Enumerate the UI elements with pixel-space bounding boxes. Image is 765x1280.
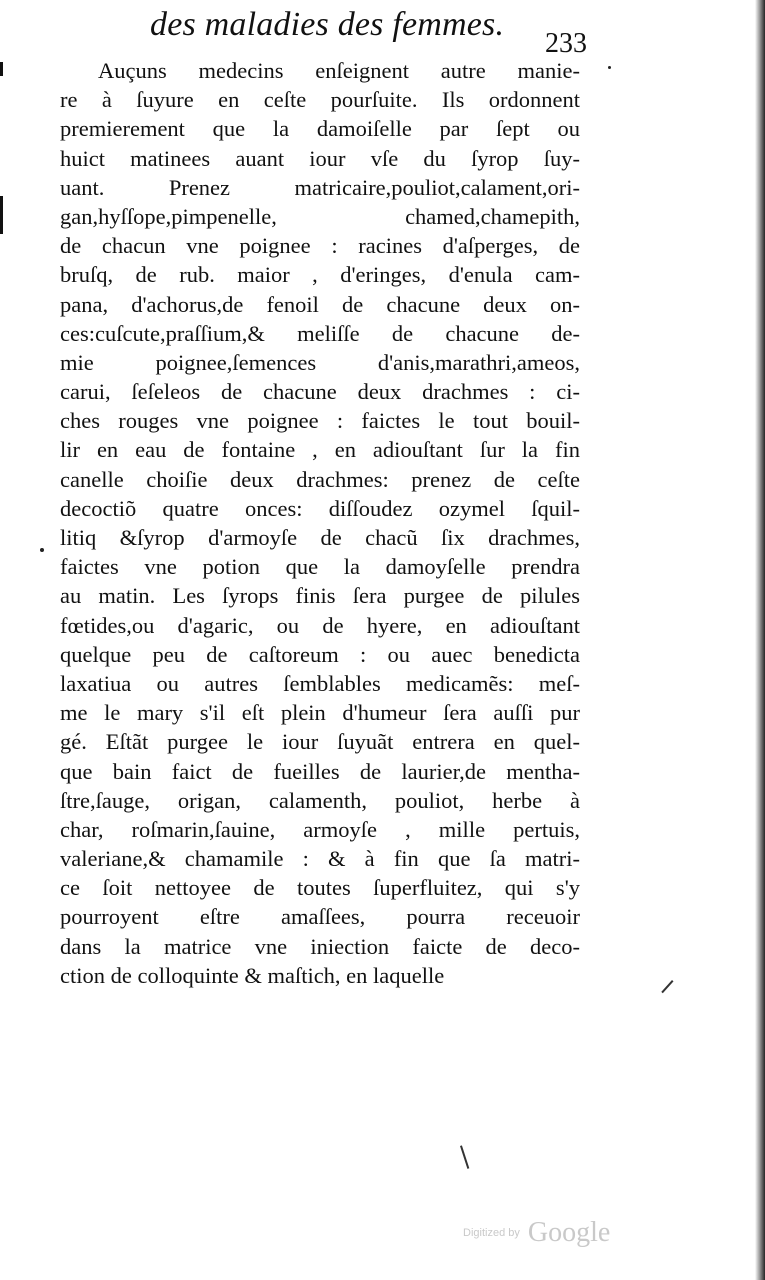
digitization-watermark	[463, 1217, 610, 1249]
text-line: ce ſoit nettoyee de toutes ſuperfluitez, qui s'y	[60, 875, 580, 901]
watermark-brand: Google	[527, 1217, 611, 1248]
text-line: gan,hyſſope,pimpenelle, chamed,chamepith,	[60, 203, 580, 229]
stray-mark	[661, 980, 673, 993]
text-line: litiq &ſyrop d'armoyſe de chacũ ſix drachmes,	[60, 525, 580, 550]
text-line: laxatiua ou autres ſemblables medicamẽs: meſ-	[60, 670, 580, 696]
text-line: uant. Prenez matricaire,pouliot,calament,ori-	[60, 174, 580, 200]
running-head: des maladies des femmes.	[150, 6, 505, 43]
text-line: decoctiõ quatre onces: diſſoudez ozymel ſquil-	[60, 495, 580, 521]
text-line: ches rouges vne poignee : faictes le tout bouil-	[60, 408, 580, 434]
text-line: canelle choiſie deux drachmes: prenez de ceſte	[60, 466, 580, 492]
text-line: dans la matrice vne iniection faicte de deco-	[60, 933, 580, 959]
page-number: 233	[545, 28, 587, 59]
text-line: huict matinees auant iour vſe du ſyrop ſuy-	[60, 145, 580, 171]
text-line: re à ſuyure en ceſte pourſuite. Ils ordonnent	[60, 87, 580, 113]
text-line: pourroyent eſtre amaſſees, pourra receuoir	[60, 904, 580, 930]
text-line: me le mary s'il eſt plein d'humeur ſera auſſi pur	[60, 700, 580, 726]
text-line: ction de colloquinte & maſtich, en laquelle	[60, 962, 445, 988]
text-line: que bain faict de fueilles de laurier,de mentha-	[60, 758, 580, 784]
text-line: gé. Eſtãt purgee le iour ſuyuãt entrera en quel-	[60, 729, 580, 755]
text-line: valeriane,& chamamile : & à fin que ſa matri-	[60, 846, 580, 872]
body-text	[60, 56, 580, 990]
left-edge-mark	[0, 196, 3, 234]
text-line: de chacun vne poignee : racines d'aſperges, de	[60, 233, 580, 259]
text-line: pana, d'achorus,de fenoil de chacune deux on-	[60, 291, 580, 317]
text-line: quelque peu de caſtoreum : ou auec benedicta	[60, 641, 580, 667]
text-line: ſtre,ſauge, origan, calamenth, pouliot, herbe à	[60, 787, 580, 813]
text-line: ces:cuſcute,praſſium,& meliſſe de chacune de-	[60, 320, 580, 346]
text-line: au matin. Les ſyrops finis ſera purgee de pilules	[60, 583, 580, 609]
page-header	[150, 6, 620, 59]
text-line: Auçuns medecins enſeignent autre manie-	[98, 58, 580, 83]
stray-mark	[460, 1145, 469, 1168]
ink-speck	[608, 66, 611, 69]
text-line: bruſq, de rub. maior , d'eringes, d'enula cam-	[60, 262, 580, 288]
watermark-prefix: Digitized by	[463, 1227, 520, 1239]
text-line: premierement que la damoiſelle par ſept ou	[60, 116, 580, 142]
text-line: fœtides,ou d'agaric, ou de hyere, en adiouſtant	[60, 612, 580, 638]
text-line: faictes vne potion que la damoyſelle prendra	[60, 554, 580, 580]
text-line: carui, ſeſeleos de chacune deux drachmes : ci-	[60, 379, 580, 405]
page-edge-shadow	[755, 0, 765, 1280]
text-line: mie poignee,ſemences d'anis,marathri,ameos,	[60, 349, 580, 375]
text-line: char, roſmarin,ſauine, armoyſe , mille pertuis,	[60, 816, 580, 842]
ink-speck	[40, 548, 44, 552]
text-line: lir en eau de fontaine , en adiouſtant ſur la fin	[60, 437, 580, 463]
left-edge-mark	[0, 62, 3, 76]
